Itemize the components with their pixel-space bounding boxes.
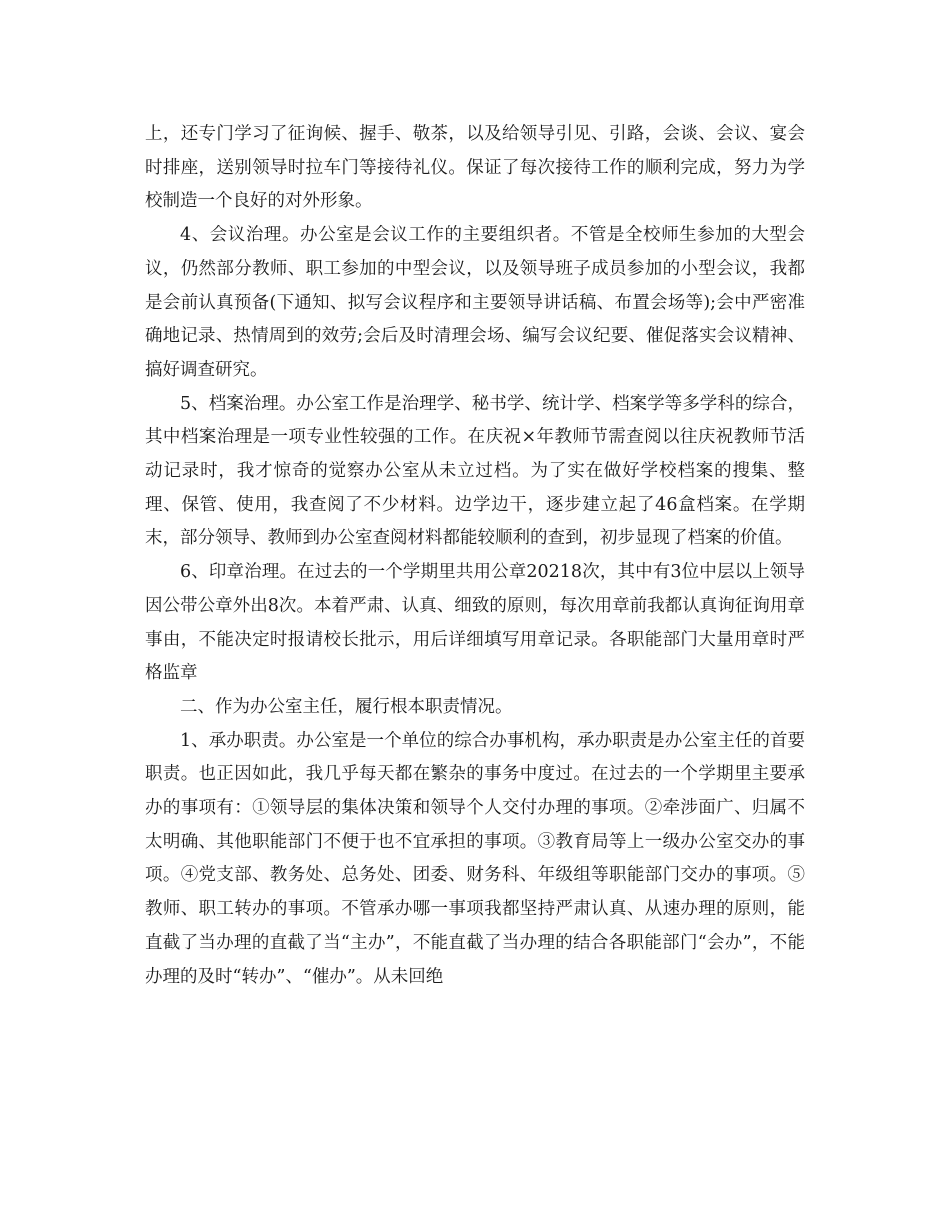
paragraph-archive-management: 5、档案治理。办公室工作是治理学、秘书学、统计学、档案学等多学科的综合，其中档案治理是一项专业性较强的工作。在庆祝×年教师节需查阅以往庆祝教师节活动记录时，我才惊奇的觉察办公室从未立过档。为了实在做好学校档案的搜集、整理、保管、使用，我查阅了不少材料。边学边干，逐步建立起了46盒档案。在学期末，部分领导、教师到办公室查阅材料都能较顺利的查到，初步显现了档案的价值。 [145,393,805,549]
paragraph-undertaking-duties: 1、承办职责。办公室是一个单位的综合办事机构，承办职责是办公室主任的首要职责。也正因如此，我几乎每天都在繁杂的事务中度过。在过去的一个学期里主要承办的事项有：①领导层的集体决策和领导个人交付办理的事项。②牵涉面广、归属不太明确、其他职能部门不便于也不宜承担的事项。③教育局等上一级办公室交办的事项。④党支部、教务处、总务处、团委、财务科、年级组等职能部门交办的事项。⑤教师、职工转办的事项。不管承办哪一事项我都坚持严肃认真、从速办理的原则，能直截了当办理的直截了当“主办”，不能直截了当办理的结合各职能部门“会办”，不能办理的及时“转办”、“催办”。从未回绝 [145,730,805,987]
document-body [145,118,805,994]
paragraph-seal-management: 6、印章治理。在过去的一个学期里共用公章20218次，其中有3位中层以上领导因公带公章外出8次。本着严肃、认真、细致的原则，每次用章前我都认真询征询用章事由，不能决定时报请校长批示，用后详细填写用章记录。各职能部门大量用章时严格监章 [145,562,805,684]
paragraph-reception-etiquette: 上，还专门学习了征询候、握手、敬茶，以及给领导引见、引路，会谈、会议、宴会时排座，送别领导时拉车门等接待礼仪。保证了每次接待工作的顺利完成，努力为学校制造一个良好的对外形象。 [145,124,805,212]
paragraph-meeting-management: 4、会议治理。办公室是会议工作的主要组织者。不管是全校师生参加的大型会议，仍然部分教师、职工参加的中型会议，以及领导班子成员参加的小型会议，我都是会前认真预备(下通知、拟写会议程序和主要领导讲话稿、布置会场等);会中严密准确地记录、热情周到的效劳;会后及时清理会场、编写会议纪要、催促落实会议精神、搞好调查研究。 [145,225,805,380]
section-heading-duties: 二、作为办公室主任，履行根本职责情况。 [180,696,513,717]
